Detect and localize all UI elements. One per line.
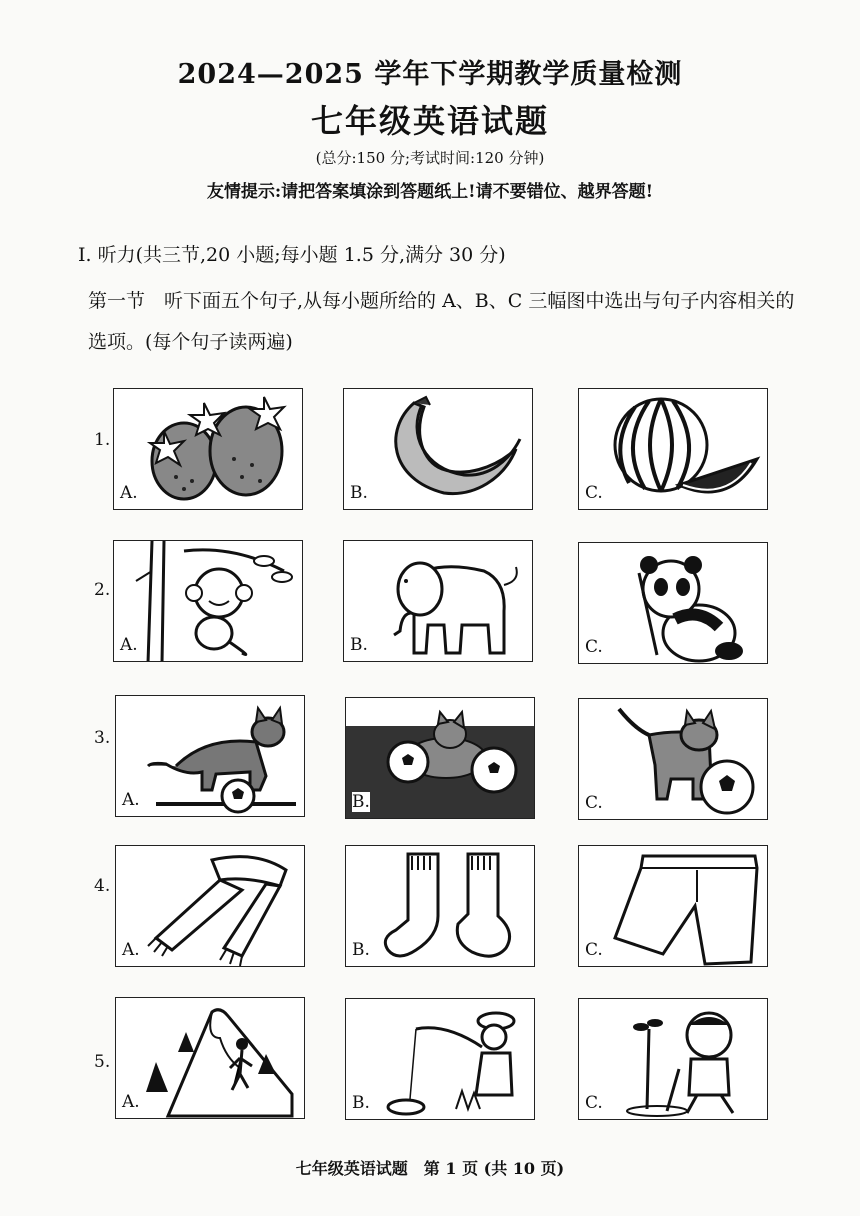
question-number: 5.	[94, 1052, 111, 1072]
option-picture-planting[interactable]	[578, 998, 768, 1120]
option-label: B.	[352, 940, 370, 960]
exam-tip: 友情提示:请把答案填涂到答题纸上!请不要错位、越界答题!	[206, 182, 654, 202]
page-footer: 七年级英语试题 第 1 页 (共 10 页)	[295, 1159, 565, 1178]
option-label: C.	[585, 637, 603, 657]
socks-icon	[346, 846, 535, 967]
option-picture-panda[interactable]	[578, 542, 768, 664]
strawberries-icon	[114, 389, 303, 510]
question-number: 4.	[94, 876, 111, 896]
option-picture-cat-behind-ball[interactable]	[578, 698, 768, 820]
section-instruction: 第一节 听下面五个句子,从每小题所给的 A、B、C 三幅图中选出与句子内容相关的选项。(每个句子读两遍)	[88, 290, 795, 353]
mountain-climbing-icon	[116, 998, 305, 1119]
option-picture-monkey[interactable]	[113, 540, 303, 662]
option-picture-strawberries[interactable]	[113, 388, 303, 510]
option-picture-shorts[interactable]	[578, 845, 768, 967]
option-label: B.	[350, 635, 368, 655]
panda-icon	[579, 543, 768, 664]
section-heading: Ⅰ. 听力(共三节,20 小题;每小题 1.5 分,满分 30 分)	[78, 244, 506, 266]
option-picture-cat-on-ball[interactable]	[115, 695, 305, 817]
option-picture-elephant[interactable]	[343, 540, 533, 662]
shorts-icon	[579, 846, 768, 967]
question-number: 3.	[94, 728, 111, 748]
exam-info: (总分:150 分;考试时间:120 分钟)	[315, 149, 545, 167]
option-label: A.	[122, 1092, 140, 1112]
option-picture-bananas[interactable]	[343, 388, 533, 510]
question-number: 2.	[94, 580, 111, 600]
option-label: B.	[352, 1093, 370, 1113]
option-picture-watermelon[interactable]	[578, 388, 768, 510]
option-label: B.	[352, 792, 370, 812]
elephant-icon	[344, 541, 533, 662]
option-label: C.	[585, 1093, 603, 1113]
fishing-icon	[346, 999, 535, 1120]
cat-behind-ball-icon	[579, 699, 768, 820]
tree-planting-icon	[579, 999, 768, 1120]
exam-title: 2024—2025 学年下学期教学质量检测	[177, 59, 683, 90]
option-picture-fishing[interactable]	[345, 998, 535, 1120]
option-label: A.	[120, 483, 138, 503]
exam-subtitle: 七年级英语试题	[310, 102, 549, 140]
watermelon-icon	[579, 389, 768, 510]
cat-on-ball-icon	[116, 696, 305, 817]
bananas-icon	[344, 389, 533, 510]
option-label: C.	[585, 793, 603, 813]
cat-between-balls-icon	[346, 698, 535, 819]
option-picture-climbing[interactable]	[115, 997, 305, 1119]
option-picture-cat-between-balls[interactable]	[345, 697, 535, 819]
question-number: 1.	[94, 430, 111, 450]
option-label: B.	[350, 483, 368, 503]
option-picture-scarf[interactable]	[115, 845, 305, 967]
option-label: A.	[122, 940, 140, 960]
scarf-icon	[116, 846, 305, 967]
option-label: C.	[585, 940, 603, 960]
option-label: C.	[585, 483, 603, 503]
option-picture-socks[interactable]	[345, 845, 535, 967]
option-label: A.	[120, 635, 138, 655]
option-label: A.	[122, 790, 140, 810]
monkey-icon	[114, 541, 303, 662]
